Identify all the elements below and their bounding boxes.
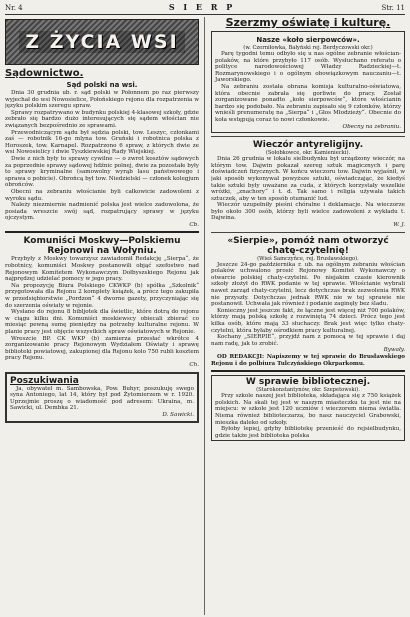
page-number: Str. 11	[381, 4, 405, 12]
banner-title: Z ŻYCIA WSI	[19, 31, 184, 53]
sierpe-title: «Sierpie», pomóż nam otworzyć chatę-czytelnię!	[227, 235, 389, 256]
nasze-signature: Obecny na zebraniu.	[342, 123, 401, 130]
columns	[5, 17, 405, 615]
right-main-title: Szerzmy oświatę i kulturę.	[225, 17, 391, 29]
biblioteka-title: W sprawie bibliotecznej.	[245, 377, 371, 388]
header-rule	[5, 14, 405, 15]
wieczor-paragraph: Dnia 26 grudnia w lokalu sielbudynku był urządzony wieczór, na którym tow. Dajwin pokazał szereg sztuk magicznych i parę doświadczeń fizycznych. W końcu wieczoru tow. Dajwin wyjaśnił, w jaki sposób wykonywał powyższe sztuki, oświadczając, że kiedyś takie sztuki były uważane za cuda, z których korzystały wszelkie wróżki, „znachory“ i t. d. Tak samo i religia używała takich sztuczek, aby w ten sposób otumanić lud.	[211, 156, 405, 202]
biblioteka-paragraph: Przy szkole naszej jest biblioteka, składająca się z 750 książek polskich. Na skali tej jest w naszym miasteczku ta jest nie na miejscu: w szkole jest 120 uczniów i wieczorem niema światła. Niema również biblioteczarza, bo nasz nauczyciel Grabowski, mieszka daleko od szkoły.	[215, 393, 401, 426]
sierpe-paragraph: Kochany „SIERPIE“, przyjdź nam z pomocą w tej sprawie i daj nam radę, jak to zrobić.	[211, 334, 405, 347]
wieczor-subtitle: (Sołobkowce, okr. Kamieniecki).	[265, 150, 351, 157]
newspaper-title: S I E R P	[168, 2, 236, 12]
moscow-paragraph: Wysłano do rejonu 8 bibljotek dla świetlic, które dotrą do rejonu w ciągu kilku dni. Komuniści moskiewscy obiecali zbierać co miesiąc pewną sumę pieniędzy na potrzeby kulturalne rejonu. W planie pracy jest objęcie wszystkich spraw oświatowych w Rejonie.	[5, 309, 199, 335]
nasze-paragraph: Parę tygodni temu odbyło się u nas ogólne zebranie włościan-polaków, na które przybyło 117 osób. Wysłuchano referatu o polityce narodowościowej Władzy Radzieckiej—t. Rozmarynowskiego i o ogólnym obowiązkowym nauczaniu—t. Jaworskiego.	[215, 51, 401, 84]
court-paragraph: Dnia 30 grudnia ub. r. sąd polski w Połonnem po raz pierwszy wyjechał do wsi Nowosielice, Połońskiego rejonu dla rozpatrzenia w języku polskim szeregu spraw.	[5, 90, 199, 110]
moscow-paragraph: Przybyły z Moskwy towarzysz zawiadomił Redakcję „Sierpa“, że robotnicy, komuniści Moskwy postanowili objąć szefostwo nad Rejonowym Komitetem Wykonawczym Dołbyszskiego Rejonu jak najprędzej udzielać pomocy w jego pracy.	[5, 256, 199, 283]
court-paragraph: Sprawy rozpatrywano w budynku polskiej 4-klasowej szkoły, gdzie zebrało się bardzo dużo interesujących się sądem włościan nie związanych bezpośrednio ze sprawami.	[5, 109, 199, 129]
moscow-signature: Ch.	[189, 361, 199, 368]
village-life-banner	[5, 19, 199, 65]
wieczor-paragraph: Wieczór uzupełniły pieśni chóralne i deklamacje. Na wieczorze było około 300 osób, którzy byli wielce zadowoleni z wykładu t. Dajwina.	[211, 202, 405, 222]
nasze-paragraph: Na zebraniu została obrana komisja kulturalno-oświatowa, która obecnie zabrała się gorliwie do pracy. Został zorganizowane ponadto „koło sierpowców“, które włościanin bardzo się podobało. Na zebraniu zapisało się 9 członków, którzy wnieśli prenumeratę na „Sierpa“ i „Głos Młodzieży“. Obecnie do koła wstępują coraz to nowi członkowie.	[215, 83, 401, 123]
moscow-paragraph: Wreszcie BP. CK WKP (b) zamierza przesłać wkrótce 4 zorganizowanie pracy Rejonowym Wydziałem Oświaty i sprawę biblioteki powiatowej, zakupionej dla Rejonu kolo 750 rubli kosztem pracy Rejonu.	[5, 335, 199, 362]
issue-number: Nr. 4	[5, 4, 23, 12]
divider	[211, 370, 405, 372]
notice-signature: D. Sawicki.	[162, 411, 194, 418]
biblioteka-subtitle: (Starokonstantynów, okr. Szepetowski).	[256, 387, 360, 394]
court-paragraph: Obecni na zebraniu włościanie byli całkowicie zadowoleni z wyroku sądu.	[5, 188, 199, 202]
court-signature: Cb.	[189, 221, 199, 228]
right-column	[211, 17, 405, 615]
divider	[5, 231, 199, 233]
moscow-article-title: Komuniści Moskwy—Polskiemu Rejonowi na Wołyniu.	[23, 236, 181, 257]
nasze-title: Nasze «koło sierpowców».	[256, 36, 360, 44]
biblioteka-article-box	[211, 375, 405, 441]
left-column	[5, 17, 205, 615]
court-paragraph: Należy niezmiernie nadmienić polska jest wielce zadowolona, że posiada wreszcie swój sąd, rozpatrujący sprawy w języku ojczystym.	[5, 202, 199, 222]
court-article-title: Sąd polski na wsi.	[66, 81, 138, 89]
moscow-paragraph: Na propozycję Biura Polskiego CKWKP (b) spółka „Szkolnik“ przygotowała dla Rejonu 2 komplety książek, a prócz tego zakupiła w przedsiębiorstwie „Pordzon“ 4 dworne gazety, przyczyniając się do szerzenia oświaty w rejonie.	[5, 282, 199, 309]
notice-title: Poszukiwania	[10, 375, 79, 386]
sierpe-paragraph: Konieczny jest jeszcze fakt, że łączne jest więcej niż 700 polaków, którzy mają polską szkołę z rozwiniętą 74 dzieci. Prócz tego jest kilka osób, które mają 33 słuchaczy. Brak jest więc tylko chaty-czytelni, która byłaby ośrodkiem pracy kulturalnej.	[211, 307, 405, 334]
page-header	[5, 2, 405, 13]
nasze-subtitle: (w. Czerniłowka, Bałyński rej. Berdyczowski okr.)	[243, 45, 373, 51]
wieczor-title: Wieczór antyreligijny.	[252, 140, 364, 151]
wieczor-signature: W. J.	[393, 222, 405, 229]
notice-box	[5, 372, 199, 423]
notice-text: Ja, obywatel m. Sambowska, Pow. Buhyr, poszukuję swego syna Antoniego, lat 14, który był pod Żytomierzem w r. 1920. Uprzejmie proszę o wiadomość pod adresem: Ukraina, m. Sawicki, ul. Dembka 21.	[10, 385, 194, 412]
sierpe-signature: Bywały.	[383, 347, 405, 354]
divider	[211, 232, 405, 233]
court-paragraph: Dwie z nich były to sprawy cywilne — o zwrot kosztów sądowych za poprzednie sprawy sądowej hdźnic polnej, dwie za pozostałe były to sprawy kryminalne (samowolny wyrąb lasu państwowego i sprawa o pobicie). Obrońcą był tow. Niedzielski — członek kolegjum obrońców.	[5, 155, 199, 189]
biblioteka-paragraph: Byłoby lepiej, gdyby bibliotekę przenieść do rejsielbudynku, gdzie także jest biblioteka polska	[215, 426, 401, 439]
sierpe-subtitle: (Wieś Samczyńce, rej. Brusławskiego).	[257, 255, 359, 262]
court-paragraph: Przewodniczącym sądu był sędzia polski, tow. Leszyc, członkami zaś — robotnik 16-go mlyna tow. Gruński i robotnica polska z Horoszek, tow. Karnapel. Rozpatrzono 6 spraw, z których dwie ze wsi Nowosielicy i dwie Tyszkiewskiej Rady Wiejskiej.	[5, 129, 199, 156]
nasze-article-box	[211, 31, 405, 133]
editorial-note: OD REDAKCJI: Napiszemy w tej sprawie do Brusławskiego Rejonu i do polbiura Tulczyńskiego Okrparkomu.	[211, 353, 405, 367]
section-title: Sądownictwo.	[5, 68, 84, 79]
divider	[211, 136, 405, 137]
sierpe-paragraph: Jeszcze 24-go października r. ub. na ogólnym zebraniu włościan polaków uchwalono prosić Rejonowy Komitet Wykonawczy o otwarcie polskiej chaty-czytelni. Po niejakim czasie kierownik szkoły złożył do RWK podanie w tej sprawie. Włościanie wybrali nawet zarząd chaty-czytelni, lecz dotychczas brak zezwolenia RWK nie przyszły. Dotychczas jednak RWK nie w tej sprawie nie postanowił. Uchwała jak również i podanie zaginęły bez śladu.	[211, 261, 405, 308]
